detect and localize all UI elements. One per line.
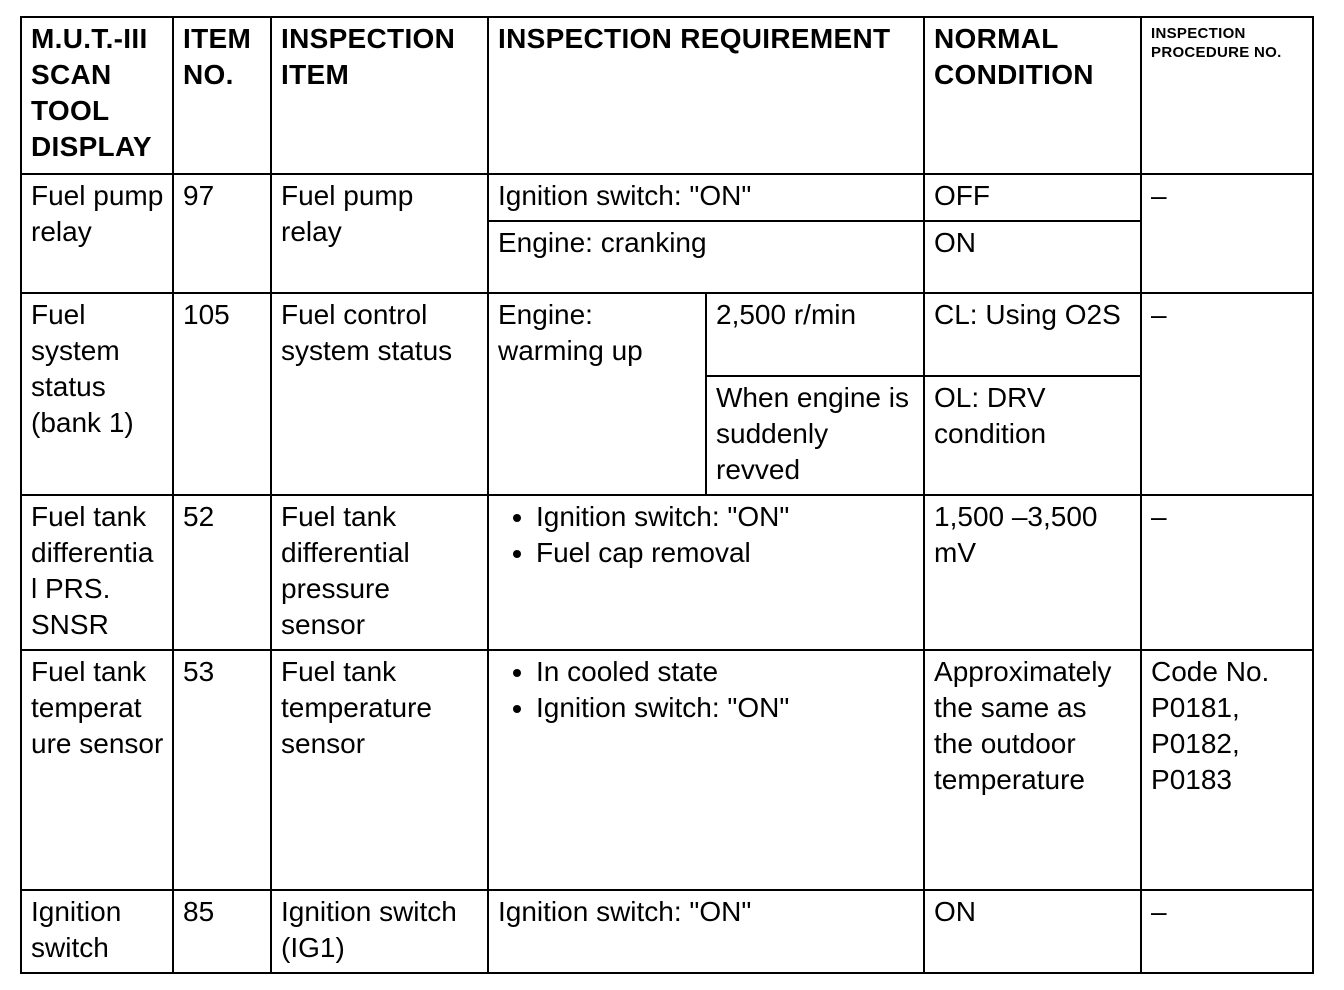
cell-inspection-item: Fuel tank temperature sensor <box>271 650 488 890</box>
cell-display: Ignition switch <box>21 890 173 973</box>
cell-inspection-item: Fuel pump relay <box>271 174 488 293</box>
cell-inspection-item: Fuel control system status <box>271 293 488 495</box>
cell-requirement: Ignition switch: "ON" <box>488 890 924 973</box>
header-inspection-requirement: INSPECTION REQUIREMENT <box>488 17 924 174</box>
requirement-bullet-list <box>498 654 915 726</box>
cell-item-no: 52 <box>173 495 271 650</box>
cell-procedure: Code No. P0181, P0182, P0183 <box>1141 650 1313 890</box>
header-row <box>21 17 1313 174</box>
cell-condition: 1,500 –3,500 mV <box>924 495 1141 650</box>
cell-requirement: Ignition switch: "ON" <box>488 174 924 221</box>
table-row <box>21 293 1313 376</box>
cell-item-no: 53 <box>173 650 271 890</box>
cell-inspection-item: Ignition switch (IG1) <box>271 890 488 973</box>
inspection-table <box>20 16 1314 974</box>
list-item: • Fuel cap removal <box>536 535 915 571</box>
cell-requirement-sub: When engine is suddenly revved <box>706 376 924 495</box>
cell-condition: ON <box>924 890 1141 973</box>
list-item: • Ignition switch: "ON" <box>536 499 915 535</box>
header-procedure-no: INSPECTION PROCEDURE NO. <box>1141 17 1313 174</box>
cell-procedure: – <box>1141 174 1313 293</box>
cell-procedure: – <box>1141 293 1313 495</box>
cell-display: Fuel system status (bank 1) <box>21 293 173 495</box>
table-row <box>21 495 1313 650</box>
cell-procedure: – <box>1141 890 1313 973</box>
table-row <box>21 174 1313 221</box>
cell-requirement: Engine: cranking <box>488 221 924 293</box>
cell-requirement <box>488 495 924 650</box>
cell-condition: OFF <box>924 174 1141 221</box>
cell-display: Fuel pump relay <box>21 174 173 293</box>
header-item-no: ITEM NO. <box>173 17 271 174</box>
cell-condition: Approximately the same as the outdoor temperature <box>924 650 1141 890</box>
header-inspection-item: INSPECTION ITEM <box>271 17 488 174</box>
table-row <box>21 890 1313 973</box>
list-item: • In cooled state <box>536 654 915 690</box>
cell-display: Fuel tank differentia l PRS. SNSR <box>21 495 173 650</box>
cell-requirement-main: Engine: warming up <box>488 293 706 495</box>
cell-item-no: 85 <box>173 890 271 973</box>
cell-item-no: 97 <box>173 174 271 293</box>
requirement-bullet-list <box>498 499 915 571</box>
header-normal-condition: NORMAL CONDITION <box>924 17 1141 174</box>
cell-display: Fuel tank temperat ure sensor <box>21 650 173 890</box>
table-row <box>21 650 1313 890</box>
cell-condition: OL: DRV condition <box>924 376 1141 495</box>
cell-procedure: – <box>1141 495 1313 650</box>
cell-condition: ON <box>924 221 1141 293</box>
cell-requirement-sub: 2,500 r/min <box>706 293 924 376</box>
cell-condition: CL: Using O2S <box>924 293 1141 376</box>
header-display: M.U.T.-III SCAN TOOL DISPLAY <box>21 17 173 174</box>
cell-item-no: 105 <box>173 293 271 495</box>
cell-requirement <box>488 650 924 890</box>
list-item: • Ignition switch: "ON" <box>536 690 915 726</box>
cell-inspection-item: Fuel tank differential pressure sensor <box>271 495 488 650</box>
